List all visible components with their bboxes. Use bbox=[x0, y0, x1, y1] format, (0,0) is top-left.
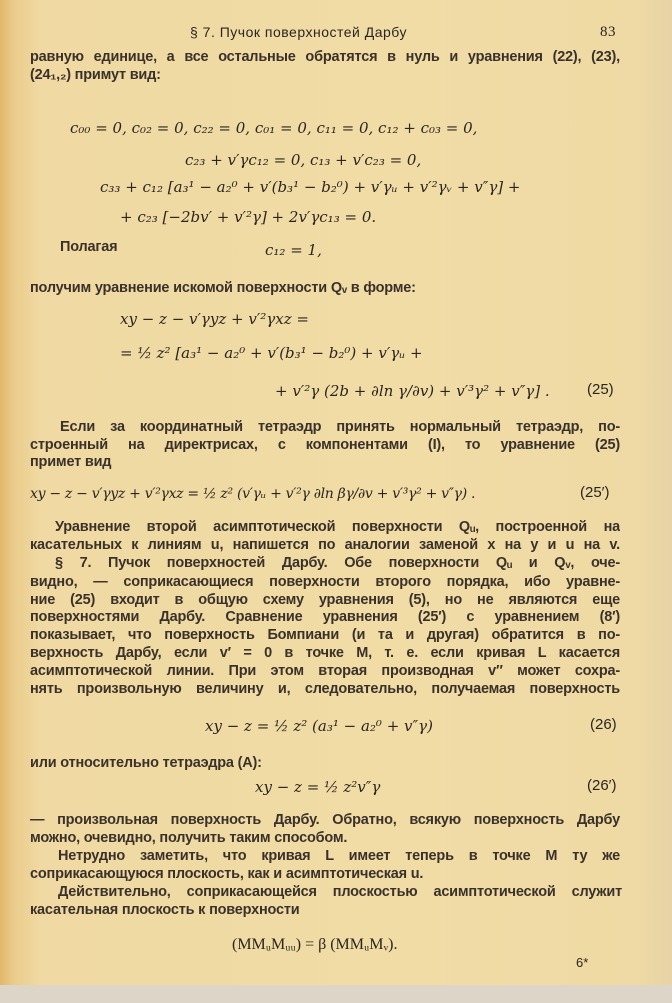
equation-26: xy − z = ½ z² (a₃¹ − a₂⁰ + v″γ) bbox=[205, 717, 433, 735]
scan-margin bbox=[0, 985, 672, 1003]
equation: c₃₃ + c₁₂ [a₃¹ − a₂⁰ + v′(b₃¹ − b₂⁰) + v′γᵤ + v′²γᵥ + v″γ] + bbox=[100, 178, 521, 196]
equation-25-prime: xy − z − v′γyz + v′²γxz = ½ z² (v′γᵤ + v′²γ ∂ln βγ/∂v + v′³γ² + v″γ) . bbox=[30, 486, 476, 502]
text-line: получим уравнение искомой поверхности Qᵥ в форме: bbox=[30, 280, 416, 296]
signature-mark: 6* bbox=[576, 955, 589, 970]
text-line: показывает, что поверхность Бомпиани (и та и другая) обратится в по- bbox=[30, 627, 620, 643]
text-line: видно, — соприкасающиеся поверхности второго порядка, ибо уравне- bbox=[30, 574, 620, 590]
text-line: или относительно тетраэдра (A): bbox=[30, 755, 262, 771]
text-line: примет вид bbox=[30, 454, 112, 470]
equation-number: (26′) bbox=[587, 777, 617, 794]
text-line: Полагая bbox=[60, 239, 118, 255]
equation-number: (25) bbox=[587, 381, 614, 398]
text-line: соприкасающуюся плоскость, как и асимптотическая u. bbox=[30, 866, 424, 882]
equation-number: (25′) bbox=[580, 484, 610, 501]
equation-number: (26) bbox=[590, 716, 617, 733]
text-line: касательных к линиям u, напишется по аналогии заменой x на y и u на v. bbox=[30, 537, 620, 553]
equation-25-line2: = ½ z² [a₃¹ − a₂⁰ + v′(b₃¹ − b₂⁰) + v′γᵤ + bbox=[120, 344, 423, 362]
equation-25-line1: xy − z − v′γyz + v′²γxz = bbox=[120, 310, 309, 328]
equation: (MMᵤMᵤᵤ) = β (MMᵤMᵥ). bbox=[232, 936, 398, 953]
text-line: (24₁,₂) примут вид: bbox=[30, 67, 161, 83]
text-line: ние (25) входит в общую схему уравнения (5), но не являются еще bbox=[30, 592, 620, 608]
text-line: Если за координатный тетраэдр принять нормальный тетраэдр, по- bbox=[60, 419, 620, 435]
equation: + c₂₃ [−2bv′ + v′²γ] + 2v′γc₁₃ = 0. bbox=[120, 208, 377, 226]
text-line: асимптотической линии. При этом вторая производная v″ может сохра- bbox=[30, 663, 620, 679]
text-line: нять произвольную величину и, следовательно, получаемая поверхность bbox=[30, 681, 620, 697]
page-number: 83 bbox=[600, 24, 616, 40]
text-line: Уравнение второй асимптотической поверхности Qᵤ, построенной на bbox=[55, 519, 620, 535]
equation: c₀₀ = 0, c₀₂ = 0, c₂₂ = 0, c₀₁ = 0, c₁₁ = 0, c₁₂ + c₀₃ = 0, bbox=[70, 119, 478, 137]
equation: c₂₃ + v′γc₁₂ = 0, c₁₃ + v′c₂₃ = 0, bbox=[185, 151, 422, 169]
text-line: поверхностями Дарбу. Сравнение уравнения (25′) с уравнением (8′) bbox=[30, 609, 620, 625]
section-heading-line: § 7. Пучок поверхностей Дарбу. Обе поверхности Qᵤ и Qᵥ, оче- bbox=[55, 555, 620, 571]
text-line: верхность Дарбу, если v′ = 0 в точке M, т. е. если кривая L касается bbox=[30, 645, 620, 661]
text-line: можно, очевидно, получить таким способом. bbox=[30, 830, 348, 846]
text-line: Нетрудно заметить, что кривая L имеет теперь в точке M ту же bbox=[58, 848, 620, 864]
equation-26-prime: xy − z = ½ z²v″γ bbox=[255, 778, 381, 796]
text-line: касательная плоскость к поверхности bbox=[30, 902, 300, 918]
equation-25-line3: + v′²γ (2b + ∂ln γ/∂v) + v′³γ² + v″γ] . bbox=[275, 382, 550, 400]
running-header-title: § 7. Пучок поверхностей Дарбу bbox=[190, 24, 407, 40]
text-line: Действительно, соприкасающейся плоскостью асимптотической служит bbox=[58, 884, 622, 900]
equation: c₁₂ = 1, bbox=[265, 241, 322, 259]
text-line: — произвольная поверхность Дарбу. Обратно, всякую поверхность Дарбу bbox=[30, 812, 620, 828]
text-line: равную единице, а все остальные обратятся в нуль и уравнения (22), (23), bbox=[30, 49, 620, 65]
text-line: строенный на директрисах, с компонентами (I), то уравнение (25) bbox=[30, 437, 620, 453]
